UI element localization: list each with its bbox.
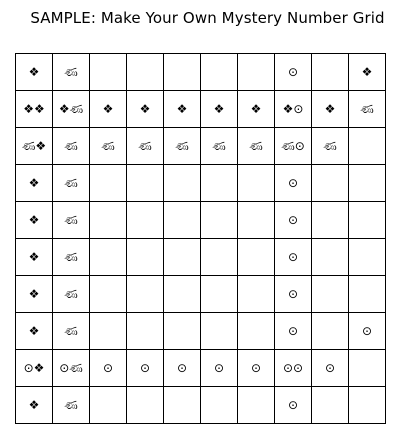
grid-cell [312, 313, 349, 350]
grid-cell: ⊙ [164, 350, 201, 387]
grid-cell: ⊙❖ [16, 350, 53, 387]
grid-cell [312, 54, 349, 91]
grid-cell [201, 165, 238, 202]
grid-cell [90, 239, 127, 276]
grid-cell [90, 313, 127, 350]
grid-cell: ණ [53, 313, 90, 350]
grid-cell: ❖ [164, 91, 201, 128]
grid-cell: ⊙ [275, 54, 312, 91]
grid-cell: ❖ [127, 91, 164, 128]
grid-cell: ❖ [16, 165, 53, 202]
page-title: SAMPLE: Make Your Own Mystery Number Grid [30, 9, 385, 27]
grid-cell: ණ [53, 128, 90, 165]
grid-cell: ⊙ [275, 202, 312, 239]
grid-cell: ⊙ [127, 350, 164, 387]
grid-cell: ⊙ණ [53, 350, 90, 387]
grid-cell: ණ [90, 128, 127, 165]
grid-cell: ⊙ [275, 313, 312, 350]
grid-cell [349, 165, 386, 202]
grid-cell: ❖❖ [16, 91, 53, 128]
grid-cell [90, 276, 127, 313]
grid-cell [201, 313, 238, 350]
grid-cell [349, 276, 386, 313]
grid-cell: ❖ [16, 387, 53, 424]
grid-cell [90, 54, 127, 91]
grid-cell [164, 387, 201, 424]
grid-cell [238, 276, 275, 313]
grid-cell: ❖ [312, 91, 349, 128]
grid-cell [201, 239, 238, 276]
grid-cell [238, 313, 275, 350]
grid-cell [127, 276, 164, 313]
grid-cell [238, 239, 275, 276]
grid-row [16, 165, 386, 202]
grid-cell [349, 387, 386, 424]
grid-cell [238, 387, 275, 424]
grid-cell: ⊙ [275, 387, 312, 424]
grid-cell: ❖ [16, 239, 53, 276]
grid-row [16, 387, 386, 424]
grid-cell: ❖⊙ [275, 91, 312, 128]
grid-cell: ණ [53, 165, 90, 202]
grid-cell [90, 202, 127, 239]
grid-row [16, 54, 386, 91]
grid-cell [164, 54, 201, 91]
grid-cell [349, 350, 386, 387]
grid-cell: ❖ [90, 91, 127, 128]
grid-cell [164, 165, 201, 202]
grid-row [16, 313, 386, 350]
grid-cell [201, 54, 238, 91]
grid-row [16, 91, 386, 128]
grid-cell: ණ [53, 202, 90, 239]
grid-cell: ණ [53, 387, 90, 424]
grid-cell: ❖ [16, 276, 53, 313]
grid-cell [312, 165, 349, 202]
grid-cell [238, 202, 275, 239]
grid-cell [90, 387, 127, 424]
grid-cell: ⊙⊙ [275, 350, 312, 387]
grid-cell [127, 239, 164, 276]
grid-cell: ⊙ [238, 350, 275, 387]
grid-cell: ❖ [16, 202, 53, 239]
grid-cell: ⊙ [275, 239, 312, 276]
grid-cell: ⊙ [275, 165, 312, 202]
grid-cell: ⊙ [201, 350, 238, 387]
grid-cell [201, 202, 238, 239]
grid-cell [349, 202, 386, 239]
grid-cell: ❖ණ [53, 91, 90, 128]
grid-cell [127, 202, 164, 239]
grid-cell [127, 313, 164, 350]
grid-row [16, 276, 386, 313]
grid-cell: ❖ [238, 91, 275, 128]
grid-cell [164, 276, 201, 313]
grid-cell: ණ❖ [16, 128, 53, 165]
grid-row [16, 350, 386, 387]
grid-cell [201, 276, 238, 313]
grid-cell: ⊙ [275, 276, 312, 313]
grid-cell [164, 239, 201, 276]
grid-cell [127, 387, 164, 424]
grid-cell [312, 202, 349, 239]
grid-cell: ණ⊙ [275, 128, 312, 165]
grid-cell: ණ [53, 239, 90, 276]
grid-cell: ණ [127, 128, 164, 165]
grid-cell [164, 202, 201, 239]
grid-cell: ❖ [16, 313, 53, 350]
grid-cell: ණ [349, 91, 386, 128]
grid-row [16, 202, 386, 239]
grid-cell: ⊙ [312, 350, 349, 387]
grid-cell: ණ [53, 54, 90, 91]
grid-cell [312, 387, 349, 424]
grid-cell [238, 54, 275, 91]
grid-cell [312, 239, 349, 276]
grid-cell [90, 165, 127, 202]
grid-cell: ❖ [16, 54, 53, 91]
mystery-number-grid [15, 53, 386, 424]
grid-cell: ණ [164, 128, 201, 165]
grid-cell [238, 165, 275, 202]
grid-cell [312, 276, 349, 313]
grid-cell: ණ [238, 128, 275, 165]
grid-cell [201, 387, 238, 424]
grid-cell: ණ [53, 276, 90, 313]
grid-cell [164, 313, 201, 350]
grid-cell [127, 165, 164, 202]
grid-cell [349, 128, 386, 165]
grid-cell: ❖ [349, 54, 386, 91]
grid-cell: ණ [201, 128, 238, 165]
grid-row [16, 239, 386, 276]
grid-cell [349, 239, 386, 276]
grid-cell: ❖ [201, 91, 238, 128]
grid-cell [127, 54, 164, 91]
grid-row [16, 128, 386, 165]
grid-cell: ⊙ [349, 313, 386, 350]
grid-cell: ⊙ [90, 350, 127, 387]
grid-cell: ණ [312, 128, 349, 165]
